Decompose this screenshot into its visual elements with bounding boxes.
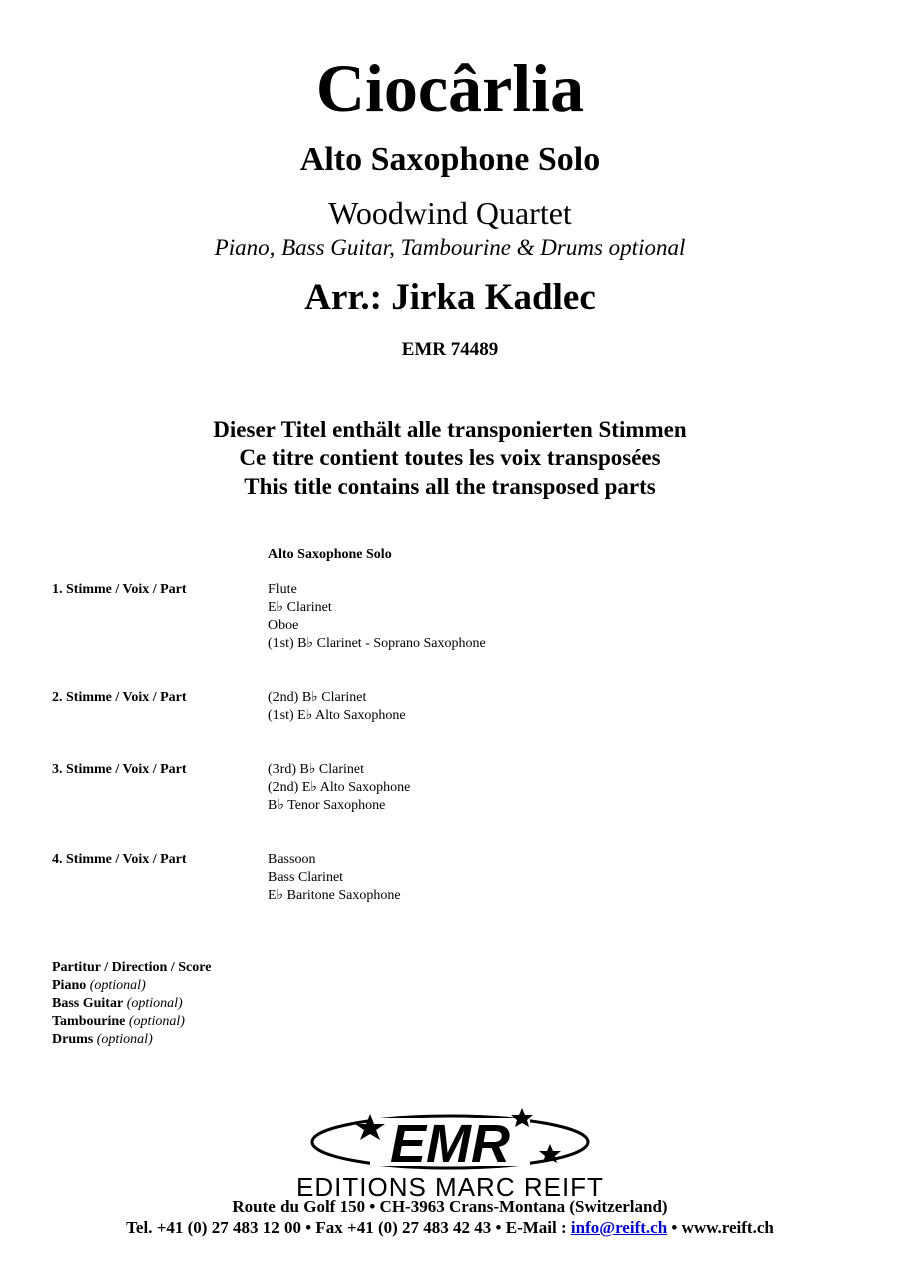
instrument: B♭ Tenor Saxophone [268, 798, 386, 813]
optional-note: (optional) [128, 1014, 185, 1029]
notice-german: Dieser Titel enthält alle transponierten Stimmen [213, 417, 687, 442]
email-link[interactable]: info@reift.ch [570, 1218, 668, 1237]
part-2-label: 2. Stimme / Voix / Part [52, 690, 187, 705]
optional-note: (optional) [96, 1032, 153, 1047]
publisher-contact [0, 1217, 900, 1239]
score-list [52, 959, 211, 1049]
part-4-instruments [268, 851, 401, 905]
page-title: Ciocârlia [315, 50, 585, 126]
contact-website: • www.reift.ch [667, 1218, 774, 1237]
instrument-name: Bass Guitar [52, 996, 124, 1011]
instrument: (1st) E♭ Alto Saxophone [268, 708, 406, 723]
publisher-name: EDITIONS MARC REIFT [296, 1172, 604, 1202]
emr-logo [300, 1104, 600, 1176]
score-item-piano [52, 977, 211, 995]
score-item: Partitur / Direction / Score [52, 960, 212, 975]
instrument: Bass Clarinet [268, 870, 344, 885]
arranger: Arr.: Jirka Kadlec [304, 277, 596, 318]
notice-french: Ce titre contient toutes les voix transposées [239, 445, 661, 470]
ensemble: Woodwind Quartet [328, 195, 572, 231]
instrument: E♭ Clarinet [268, 600, 332, 615]
instrument-name: Piano [52, 978, 87, 993]
optional-note: (optional) [126, 996, 183, 1011]
instrument: (1st) B♭ Clarinet - Soprano Saxophone [268, 636, 486, 651]
part-3-label: 3. Stimme / Voix / Part [52, 762, 187, 777]
part-1-instruments [268, 581, 486, 653]
part-4-label: 4. Stimme / Voix / Part [52, 852, 187, 867]
subtitle: Alto Saxophone Solo [299, 141, 601, 178]
instrument: (3rd) B♭ Clarinet [268, 762, 365, 777]
score-item-tambourine [52, 1013, 211, 1031]
part-1-label: 1. Stimme / Voix / Part [52, 582, 187, 597]
solo-part-heading: Alto Saxophone Solo [268, 547, 392, 562]
score-item-bass-guitar [52, 995, 211, 1013]
part-3-instruments [268, 761, 410, 815]
optional-instruments: Piano, Bass Guitar, Tambourine & Drums optional [214, 235, 686, 260]
catalog-number: EMR 74489 [401, 339, 499, 360]
optional-note: (optional) [89, 978, 146, 993]
publisher-address: Route du Golf 150 • CH-3963 Crans-Montana (Switzerland) [232, 1197, 668, 1216]
instrument: (2nd) E♭ Alto Saxophone [268, 780, 411, 795]
instrument: Bassoon [268, 852, 316, 867]
instrument: Oboe [268, 618, 299, 633]
notice-english: This title contains all the transposed parts [244, 474, 656, 499]
logo-lettering: EMR [390, 1114, 510, 1174]
instrument-name: Drums [52, 1032, 94, 1047]
instrument: Flute [268, 582, 297, 597]
contact-phone-fax: Tel. +41 (0) 27 483 12 00 • Fax +41 (0) 27 483 42 43 • E-Mail : [126, 1218, 571, 1237]
instrument: E♭ Baritone Saxophone [268, 888, 401, 903]
part-2-instruments [268, 689, 406, 725]
instrument: (2nd) B♭ Clarinet [268, 690, 367, 705]
instrument-name: Tambourine [52, 1014, 126, 1029]
score-item-drums [52, 1031, 211, 1049]
